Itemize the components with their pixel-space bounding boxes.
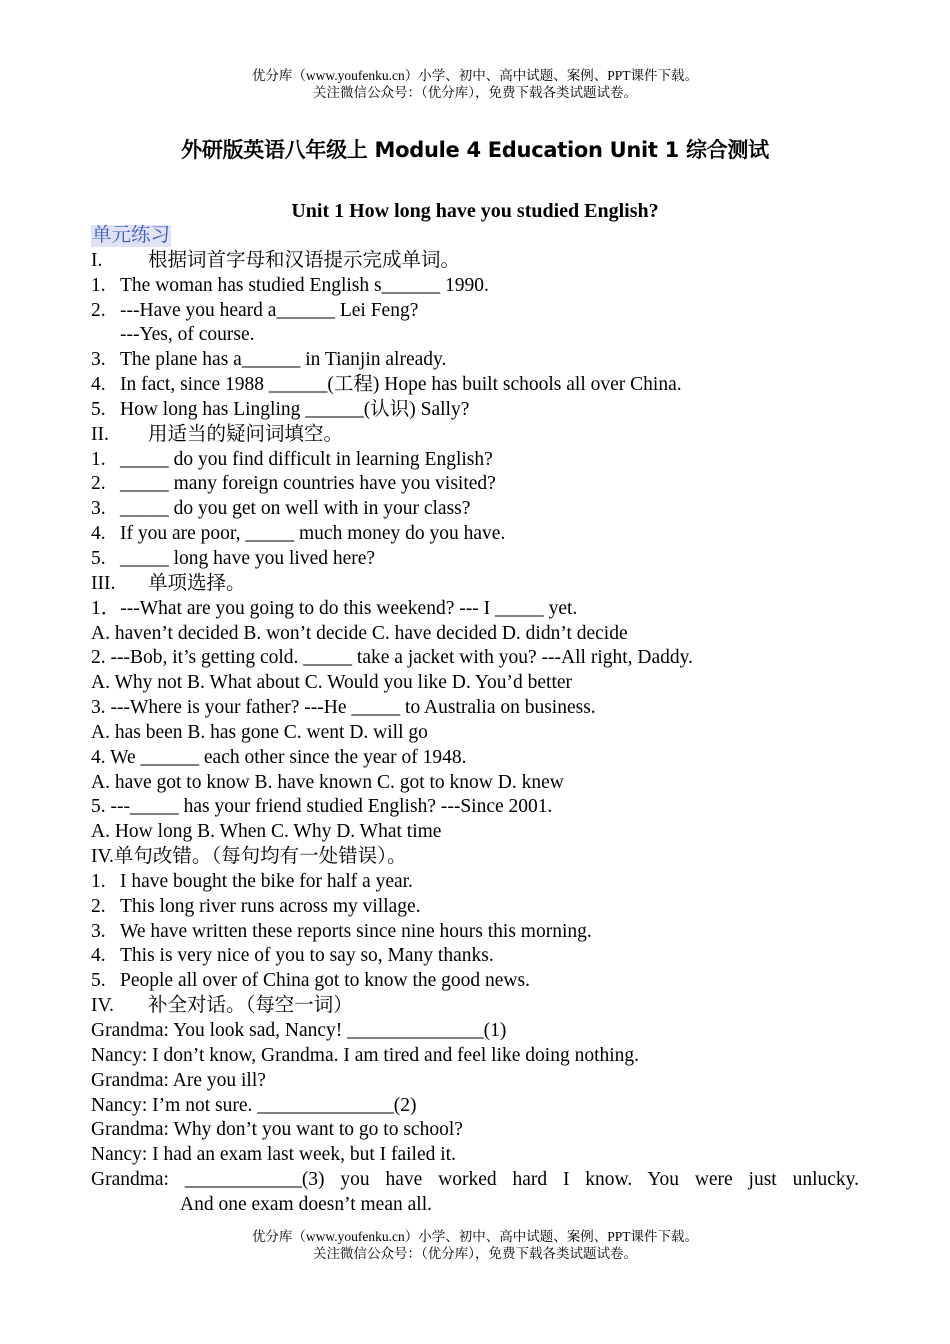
question-item <box>91 944 859 969</box>
question-number: 4. <box>91 374 106 396</box>
mc-options: A. How long B. When C. Why D. What time <box>91 821 442 843</box>
practice-tag-line <box>91 224 859 249</box>
question-item <box>91 920 859 945</box>
question-item <box>91 299 859 324</box>
dialogue-line: Nancy: I had an exam last week, but I failed it. <box>91 1144 456 1166</box>
section-number: IV. <box>91 995 114 1017</box>
question-text: If you are poor, _____ much money do you have. <box>120 523 506 545</box>
question-number: 2. <box>91 895 106 917</box>
mc-question: 3. ---Where is your father? ---He _____ to Australia on business. <box>91 697 596 719</box>
question-number: 1. <box>91 274 106 296</box>
dialogue-line-continuation: And one exam doesn’t mean all. <box>180 1193 432 1215</box>
mc-options: A. has been B. has gone C. went D. will go <box>91 721 428 743</box>
mc-question: 5. ---_____ has your friend studied English? ---Since 2001. <box>91 796 553 818</box>
mc-options: A. haven’t decided B. won’t decide C. have decided D. didn’t decide <box>91 622 628 644</box>
page-header <box>0 67 950 101</box>
question-number: 5. <box>91 547 106 569</box>
dialogue-line: Nancy: I don’t know, Grandma. I am tired and feel like doing nothing. <box>91 1044 640 1066</box>
mc-question: 1．---What are you going to do this weekend? --- I _____ yet. <box>91 597 578 619</box>
question-text: This is very nice of you to say so, Many thanks. <box>120 945 494 967</box>
section-5-heading <box>91 994 859 1019</box>
question-text: In fact, since 1988 ______(工程) Hope has built schools all over China. <box>120 374 682 396</box>
section-title: 根据词首字母和汉语提示完成单词。 <box>148 249 461 271</box>
question-text: _____ long have you lived here? <box>120 547 376 569</box>
question-number: 4. <box>91 523 106 545</box>
section-title: 补全对话。（每空一词） <box>148 995 353 1017</box>
section-number: II. <box>91 423 109 445</box>
question-item <box>91 274 859 299</box>
question-number: 3. <box>91 498 106 520</box>
question-number: 3. <box>91 349 106 371</box>
mc-options: A. have got to know B. have known C. got to know D. knew <box>91 771 564 793</box>
document-title: 外研版英语八年级上 Module 4 Education Unit 1 综合测试 <box>181 138 769 162</box>
mc-question: 4. We ______ each other since the year of 1948. <box>91 746 467 768</box>
dialogue-line: Grandma: ____________(3) you have worked hard I know. You were just unlucky. <box>91 1169 859 1191</box>
question-text: The woman has studied English s______ 1990. <box>120 274 489 296</box>
question-number: 3. <box>91 920 106 942</box>
question-text: ---Have you heard a______ Lei Feng? <box>120 299 419 321</box>
question-text: I have bought the bike for half a year. <box>120 870 413 892</box>
question-item <box>91 497 859 522</box>
question-text: This long river runs across my village. <box>120 895 421 917</box>
section-number: I. <box>91 249 103 271</box>
question-continuation <box>91 323 859 348</box>
question-text: People all over of China got to know the good news. <box>120 970 530 992</box>
section-title: 用适当的疑问词填空。 <box>148 423 344 445</box>
footer-line-2: 关注微信公众号：（优分库），免费下载各类试题试卷。 <box>313 1246 637 1261</box>
question-text: _____ many foreign countries have you visited? <box>120 473 496 495</box>
question-number: 1. <box>91 870 106 892</box>
section-title: 单项选择。 <box>148 572 246 594</box>
question-item <box>91 522 859 547</box>
question-text: _____ do you find difficult in learning English? <box>120 448 493 470</box>
question-number: 2. <box>91 299 106 321</box>
question-item <box>91 398 859 423</box>
practice-tag: 单元练习 <box>92 225 171 246</box>
section-4-heading: IV.单句改错。（每句均有一处错误）。 <box>91 846 407 868</box>
question-item <box>91 895 859 920</box>
question-item <box>91 472 859 497</box>
question-item <box>91 448 859 473</box>
dialogue-line: Grandma: You look sad, Nancy! ______________(1) <box>91 1020 507 1041</box>
section-1-heading <box>91 249 859 274</box>
question-item <box>91 969 859 994</box>
section-number: III. <box>91 572 116 594</box>
mc-options: A. Why not B. What about C. Would you like D. You’d better <box>91 672 573 694</box>
unit-title: Unit 1 How long have you studied English? <box>291 200 659 222</box>
section-3-heading <box>91 572 859 597</box>
question-number: 1. <box>91 448 106 470</box>
question-text: ---Yes, of course. <box>120 324 255 346</box>
question-text: We have written these reports since nine hours this morning. <box>120 920 592 942</box>
question-number: 5. <box>91 398 106 420</box>
section-2-heading <box>91 423 859 448</box>
header-line-2: 关注微信公众号：（优分库），免费下载各类试题试卷。 <box>313 85 637 100</box>
dialogue-line: Grandma: Are you ill? <box>91 1069 266 1091</box>
question-text: How long has Lingling ______(认识) Sally? <box>120 398 470 420</box>
page-footer <box>0 1228 950 1262</box>
question-number: 4. <box>91 945 106 967</box>
mc-question: 2. ---Bob, it’s getting cold. _____ take a jacket with you? ---All right, Daddy. <box>91 647 694 669</box>
question-item <box>91 547 859 572</box>
header-line-1: 优分库（www.youfenku.cn）小学、初中、高中试题、案例、PPT课件下载。 <box>251 68 699 83</box>
question-text: _____ do you get on well with in your class? <box>120 498 471 520</box>
question-item <box>91 373 859 398</box>
dialogue-line: Nancy: I’m not sure. ______________(2) <box>91 1094 417 1116</box>
question-number: 2. <box>91 473 106 495</box>
footer-line-1: 优分库（www.youfenku.cn）小学、初中、高中试题、案例、PPT课件下载。 <box>251 1229 699 1244</box>
question-item <box>91 348 859 373</box>
question-text: The plane has a______ in Tianjin already. <box>120 349 447 371</box>
dialogue-line: Grandma: Why don’t you want to go to school? <box>91 1119 463 1141</box>
exercise-body <box>91 224 859 1218</box>
question-number: 5. <box>91 970 106 992</box>
question-item <box>91 870 859 895</box>
